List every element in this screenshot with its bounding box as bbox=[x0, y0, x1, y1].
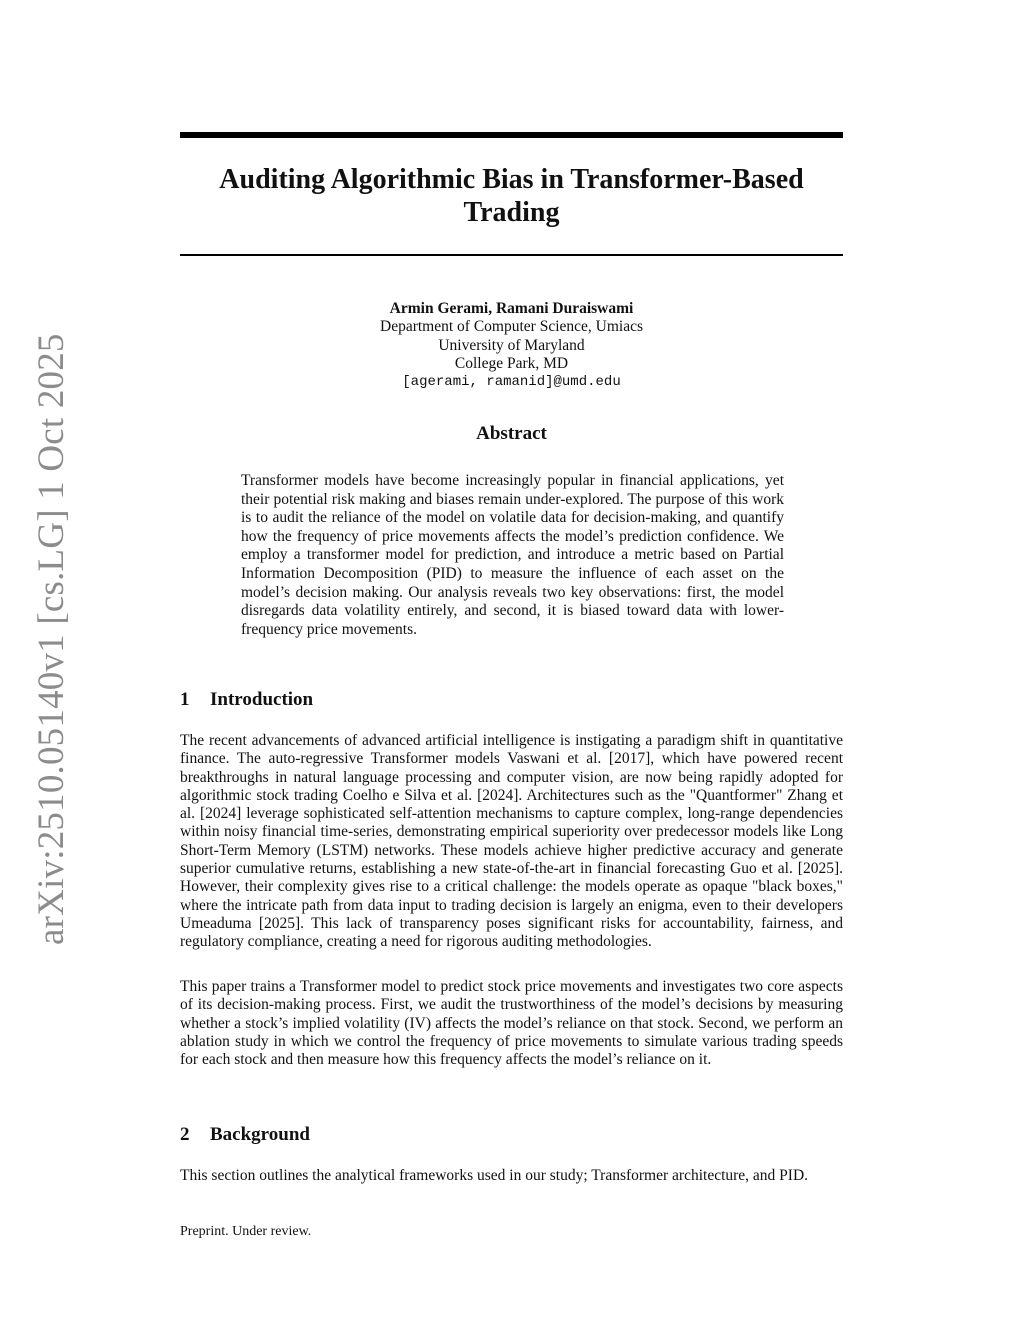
paper-title: Auditing Algorithmic Bias in Transformer-Based Trading bbox=[219, 164, 804, 228]
section-heading-introduction bbox=[180, 689, 313, 711]
background-paragraph-1: This section outlines the analytical frameworks used in our study; Transformer architecture, and PID. bbox=[180, 1167, 809, 1184]
author-department: Department of Computer Science, Umiacs bbox=[380, 318, 643, 336]
preprint-footer: Preprint. Under review. bbox=[180, 1224, 312, 1239]
title-top-rule bbox=[180, 132, 843, 138]
section-number: 1 bbox=[180, 689, 190, 710]
author-names: Armin Gerami, Ramani Duraiswami bbox=[389, 300, 634, 317]
introduction-paragraph-1: The recent advancements of advanced artificial intelligence is instigating a paradigm shift in quantitative finance. The auto-regressive Transformer models Vaswani et al. [2017], which have powered recent breakthroughs in natural language processing and computer vision, are now being rapidly adopted for algorithmic stock trading Coelho e Silva et al. [2024]. Architectures such as the "Quantformer" Zhang et al. [2024] leverage sophisticated self-attention mechanisms to capture complex, long-range dependencies within noisy financial time-series, demonstrating empirical superiority over predecessor models like Long Short-Term Memory (LSTM) networks. These models achieve higher predictive accuracy and generate superior cumulative returns, establishing a new state-of-the-art in financial forecasting Guo et al. [2025]. However, their complexity gives rise to a critical challenge: the models operate as opaque "black boxes," where the intricate path from data input to trading decision is largely an enigma, even to their developers Umeaduma [2025]. This lack of transparency poses significant risks for accountability, fairness, and regulatory compliance, creating a need for rigorous auditing methodologies. bbox=[180, 732, 843, 951]
title-bottom-rule bbox=[180, 254, 843, 256]
introduction-paragraph-2: This paper trains a Transformer model to predict stock price movements and investigates two core aspects of its decision-making process. First, we audit the trustworthiness of the model’s decisions by measuring whether a stock’s implied volatility (IV) affects the model’s reliance on that stock. Second, we perform an ablation study in which we control the frequency of price movements to simulate various trading speeds for each stock and then measure how this frequency affects the model’s reliance on it. bbox=[180, 978, 843, 1069]
arxiv-identifier-stamp: arXiv:2510.05140v1 [cs.LG] 1 Oct 2025 bbox=[31, 333, 72, 945]
author-university: University of Maryland bbox=[438, 336, 585, 354]
author-location: College Park, MD bbox=[454, 354, 569, 372]
section-title: Introduction bbox=[210, 689, 314, 710]
abstract-heading: Abstract bbox=[476, 423, 547, 444]
author-block bbox=[180, 300, 843, 391]
section-number: 2 bbox=[180, 1124, 190, 1145]
author-email: [agerami, ramanid]@umd.edu bbox=[402, 374, 621, 391]
section-heading-background bbox=[180, 1124, 310, 1146]
abstract-text: Transformer models have become increasingly popular in financial applications, yet their potential risk making and biases remain under-explored. The purpose of this work is to audit the reliance of the model on volatile data for decision-making, and quantify how the frequency of price movements affects the model’s prediction confidence. We employ a transformer model for prediction, and introduce a metric based on Partial Information Decomposition (PID) to measure the influence of each asset on the model’s decision making. Our analysis reveals two key observations: first, the model disregards data volatility entirely, and second, it is biased toward data with lower-frequency price movements. bbox=[241, 472, 784, 638]
section-title: Background bbox=[210, 1124, 310, 1145]
